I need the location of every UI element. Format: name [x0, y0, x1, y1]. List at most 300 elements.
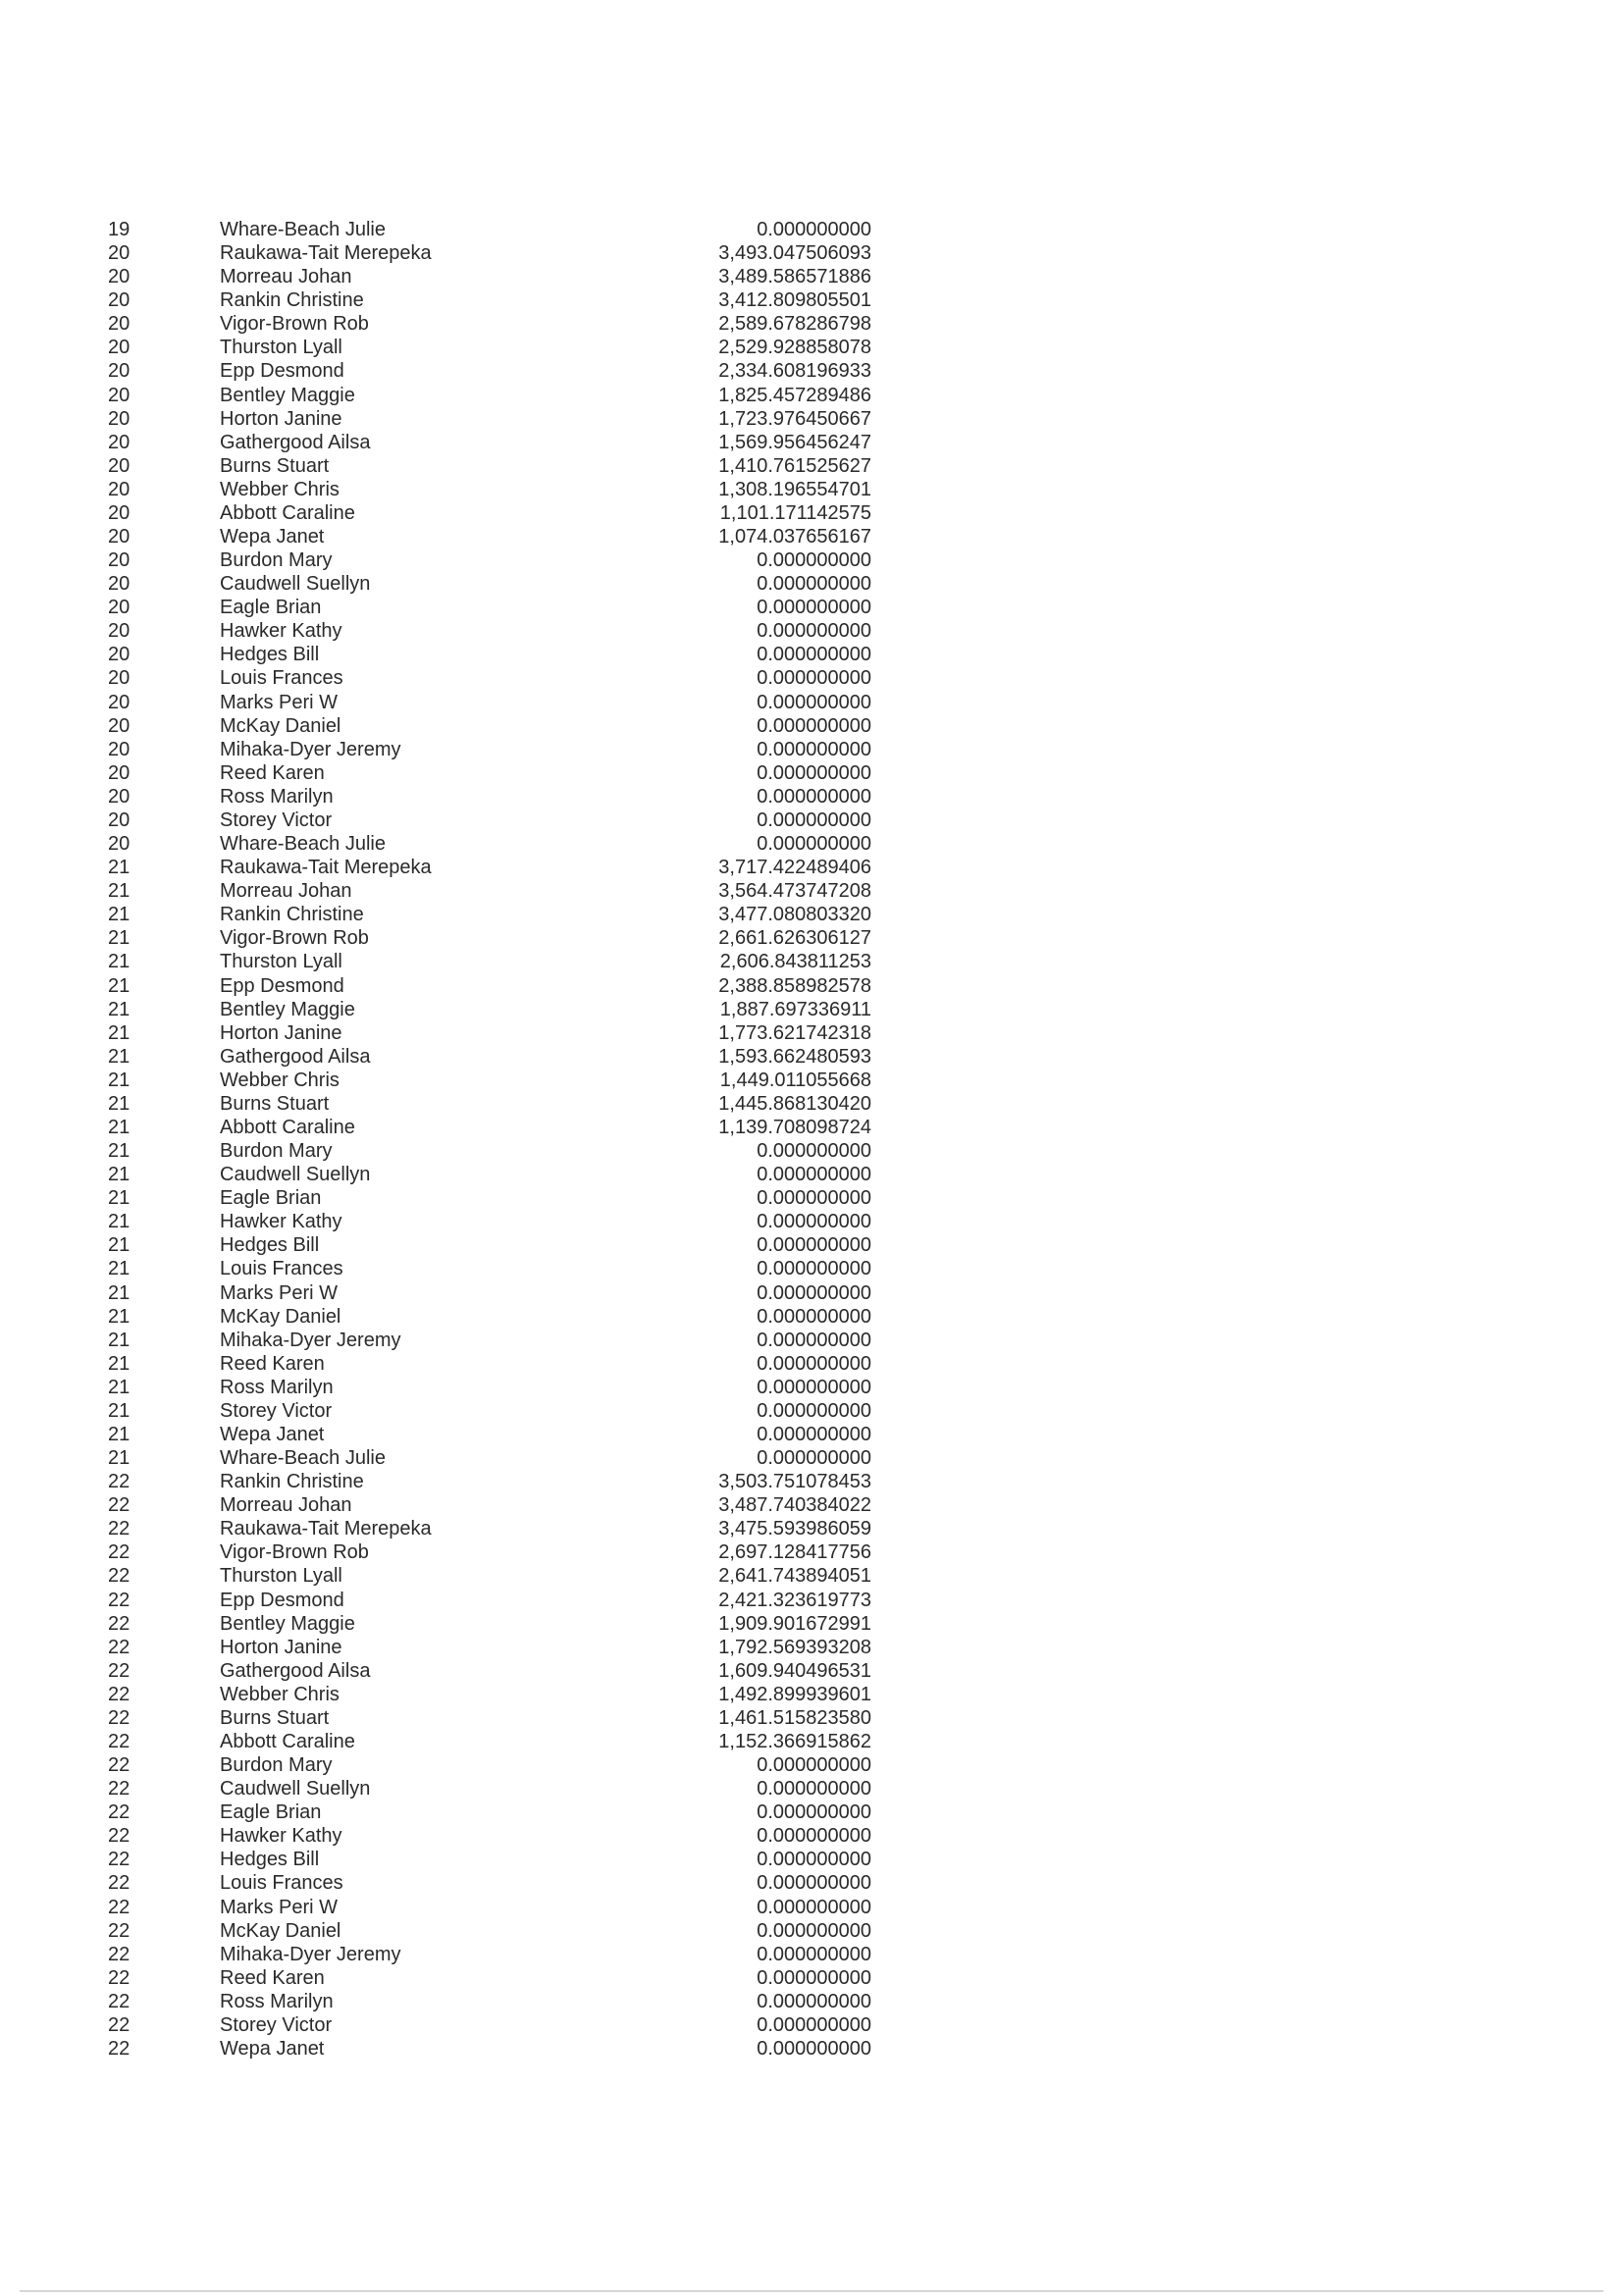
name-cell: Eagle Brian	[220, 597, 322, 619]
round-cell: 20	[108, 266, 131, 288]
round-cell: 22	[108, 1943, 131, 1965]
round-cell: 21	[108, 1187, 131, 1210]
round-cell: 21	[108, 1164, 131, 1186]
round-cell: 20	[108, 785, 131, 808]
round-cell: 21	[108, 1258, 131, 1280]
value-cell: 2,641.743894051	[718, 1565, 871, 1588]
value-cell: 0.000000000	[757, 1234, 871, 1257]
value-cell: 3,475.593986059	[718, 1518, 871, 1540]
page-bottom-edge	[20, 2290, 1603, 2292]
value-cell: 0.000000000	[757, 1211, 871, 1233]
table-row	[0, 1919, 1623, 1943]
value-cell: 1,492.899939601	[718, 1683, 871, 1705]
table-row	[0, 1683, 1623, 1706]
name-cell: Burns Stuart	[220, 1706, 330, 1729]
name-cell: Hedges Bill	[220, 1234, 320, 1257]
round-cell: 21	[108, 904, 131, 926]
round-cell: 22	[108, 1801, 131, 1824]
value-cell: 1,569.956456247	[718, 431, 871, 453]
value-cell: 2,661.626306127	[718, 927, 871, 950]
table-row	[0, 903, 1623, 926]
table-row	[0, 265, 1623, 288]
round-cell: 20	[108, 620, 131, 643]
name-cell: Wepa Janet	[220, 526, 325, 548]
value-cell: 0.000000000	[757, 2038, 871, 2061]
value-cell: 0.000000000	[757, 1778, 871, 1800]
table-row	[0, 1871, 1623, 1895]
table-row	[0, 1943, 1623, 1966]
round-cell: 21	[108, 1399, 131, 1422]
value-cell: 0.000000000	[757, 1352, 871, 1375]
value-cell: 2,421.323619773	[718, 1589, 871, 1611]
table-row	[0, 1352, 1623, 1376]
table-row	[0, 1753, 1623, 1777]
value-cell: 0.000000000	[757, 809, 871, 831]
name-cell: Thurston Lyall	[220, 951, 342, 973]
name-cell: Caudwell Suellyn	[220, 1778, 371, 1800]
round-cell: 21	[108, 1376, 131, 1398]
value-cell: 1,139.708098724	[718, 1116, 871, 1138]
table-row	[0, 643, 1623, 666]
value-cell: 0.000000000	[757, 2013, 871, 2036]
name-cell: Mihaka-Dyer Jeremy	[220, 1943, 401, 1965]
round-cell: 21	[108, 1069, 131, 1091]
value-cell: 0.000000000	[757, 219, 871, 240]
round-cell: 20	[108, 454, 131, 477]
round-cell: 21	[108, 1092, 131, 1115]
round-cell: 21	[108, 1352, 131, 1375]
name-cell: Reed Karen	[220, 761, 325, 784]
table-row	[0, 809, 1623, 832]
value-cell: 0.000000000	[757, 620, 871, 643]
value-cell: 0.000000000	[757, 1447, 871, 1470]
table-row	[0, 1777, 1623, 1800]
round-cell: 20	[108, 337, 131, 359]
value-cell: 0.000000000	[757, 1423, 871, 1445]
table-row	[0, 1966, 1623, 1990]
table-row	[0, 1990, 1623, 2013]
name-cell: Abbott Caraline	[220, 1116, 355, 1138]
table-row	[0, 1163, 1623, 1186]
value-cell: 0.000000000	[757, 1164, 871, 1186]
table-row	[0, 1257, 1623, 1280]
round-cell: 20	[108, 526, 131, 548]
table-row	[0, 1399, 1623, 1423]
round-cell: 21	[108, 998, 131, 1020]
table-row	[0, 384, 1623, 407]
round-cell: 22	[108, 1919, 131, 1942]
round-cell: 22	[108, 1872, 131, 1895]
name-cell: Burdon Mary	[220, 1754, 333, 1777]
value-cell: 0.000000000	[757, 761, 871, 784]
name-cell: Marks Peri W	[220, 1281, 338, 1304]
table-row	[0, 974, 1623, 998]
table-row	[0, 2037, 1623, 2061]
round-cell: 20	[108, 761, 131, 784]
round-cell: 22	[108, 1612, 131, 1635]
value-cell: 1,887.697336911	[719, 998, 871, 1020]
round-cell: 22	[108, 2013, 131, 2036]
round-cell: 20	[108, 313, 131, 336]
table-row	[0, 1423, 1623, 1446]
name-cell: Morreau Johan	[220, 266, 352, 288]
round-cell: 22	[108, 1518, 131, 1540]
name-cell: Horton Janine	[220, 407, 342, 430]
round-cell: 20	[108, 691, 131, 713]
round-cell: 21	[108, 974, 131, 997]
round-cell: 21	[108, 1211, 131, 1233]
table-row	[0, 1139, 1623, 1163]
name-cell: Epp Desmond	[220, 1589, 344, 1611]
name-cell: Louis Frances	[220, 1258, 343, 1280]
round-cell: 22	[108, 1636, 131, 1658]
name-cell: Horton Janine	[220, 1021, 342, 1044]
round-cell: 21	[108, 1140, 131, 1163]
value-cell: 3,412.809805501	[718, 289, 871, 312]
table-row	[0, 1493, 1623, 1517]
table-row	[0, 431, 1623, 454]
value-cell: 0.000000000	[757, 691, 871, 713]
round-cell: 21	[108, 1116, 131, 1138]
table-row	[0, 359, 1623, 383]
table-row	[0, 785, 1623, 809]
table-row	[0, 1589, 1623, 1612]
round-cell: 20	[108, 573, 131, 596]
round-cell: 20	[108, 501, 131, 524]
name-cell: Storey Victor	[220, 2013, 333, 2036]
value-cell: 0.000000000	[757, 1943, 871, 1965]
round-cell: 20	[108, 289, 131, 312]
table-row	[0, 1800, 1623, 1824]
name-cell: Wepa Janet	[220, 1423, 325, 1445]
name-cell: Bentley Maggie	[220, 998, 355, 1020]
name-cell: Storey Victor	[220, 809, 333, 831]
value-cell: 1,593.662480593	[718, 1045, 871, 1068]
name-cell: Webber Chris	[220, 478, 340, 500]
table-row	[0, 1612, 1623, 1636]
value-cell: 1,723.976450667	[718, 407, 871, 430]
value-cell: 0.000000000	[757, 1801, 871, 1824]
round-cell: 21	[108, 857, 131, 879]
table-row	[0, 1540, 1623, 1564]
table-row	[0, 1281, 1623, 1305]
name-cell: Abbott Caraline	[220, 1731, 355, 1752]
table-row	[0, 1730, 1623, 1753]
name-cell: Ross Marilyn	[220, 785, 334, 808]
table-row	[0, 525, 1623, 548]
name-cell: Bentley Maggie	[220, 384, 355, 406]
table-row	[0, 548, 1623, 572]
round-cell: 20	[108, 549, 131, 572]
round-cell: 20	[108, 644, 131, 666]
results-table	[0, 218, 1623, 2061]
name-cell: Webber Chris	[220, 1683, 340, 1705]
round-cell: 20	[108, 738, 131, 760]
table-row	[0, 596, 1623, 619]
name-cell: Morreau Johan	[220, 880, 352, 903]
round-cell: 19	[108, 219, 131, 240]
name-cell: Hawker Kathy	[220, 620, 342, 643]
table-row	[0, 738, 1623, 761]
round-cell: 21	[108, 1329, 131, 1351]
round-cell: 20	[108, 431, 131, 453]
value-cell: 1,445.868130420	[718, 1092, 871, 1115]
value-cell: 0.000000000	[757, 549, 871, 572]
round-cell: 20	[108, 242, 131, 265]
round-cell: 21	[108, 1447, 131, 1470]
table-row	[0, 1376, 1623, 1399]
value-cell: 2,388.858982578	[718, 974, 871, 997]
round-cell: 21	[108, 1021, 131, 1044]
value-cell: 2,589.678286798	[718, 313, 871, 336]
table-row	[0, 218, 1623, 241]
name-cell: Gathergood Ailsa	[220, 1045, 371, 1068]
round-cell: 20	[108, 809, 131, 831]
value-cell: 3,564.473747208	[718, 880, 871, 903]
name-cell: Marks Peri W	[220, 1896, 338, 1918]
value-cell: 3,487.740384022	[718, 1494, 871, 1517]
value-cell: 0.000000000	[757, 714, 871, 737]
table-row	[0, 572, 1623, 596]
round-cell: 20	[108, 714, 131, 737]
value-cell: 0.000000000	[757, 1258, 871, 1280]
value-cell: 0.000000000	[757, 1329, 871, 1351]
value-cell: 0.000000000	[757, 1399, 871, 1422]
table-row	[0, 1848, 1623, 1871]
value-cell: 1,792.569393208	[718, 1636, 871, 1658]
round-cell: 22	[108, 1494, 131, 1517]
table-row	[0, 998, 1623, 1021]
value-cell: 0.000000000	[757, 597, 871, 619]
round-cell: 20	[108, 597, 131, 619]
name-cell: Louis Frances	[220, 1872, 343, 1895]
name-cell: Gathergood Ailsa	[220, 431, 371, 453]
name-cell: Louis Frances	[220, 667, 343, 690]
table-row	[0, 312, 1623, 336]
value-cell: 0.000000000	[757, 738, 871, 760]
table-row	[0, 1092, 1623, 1116]
value-cell: 1,773.621742318	[718, 1021, 871, 1044]
value-cell: 0.000000000	[757, 1990, 871, 2012]
table-row	[0, 2013, 1623, 2037]
name-cell: Bentley Maggie	[220, 1612, 355, 1635]
round-cell: 21	[108, 1305, 131, 1328]
value-cell: 1,825.457289486	[718, 384, 871, 406]
round-cell: 20	[108, 833, 131, 856]
value-cell: 1,449.011055668	[719, 1069, 871, 1091]
name-cell: Wepa Janet	[220, 2038, 325, 2061]
table-row	[0, 1896, 1623, 1919]
table-row	[0, 619, 1623, 643]
round-cell: 20	[108, 478, 131, 500]
value-cell: 0.000000000	[757, 644, 871, 666]
round-cell: 21	[108, 1234, 131, 1257]
table-row	[0, 879, 1623, 903]
round-cell: 22	[108, 2038, 131, 2061]
name-cell: Caudwell Suellyn	[220, 573, 371, 596]
round-cell: 21	[108, 880, 131, 903]
round-cell: 22	[108, 1659, 131, 1682]
name-cell: Reed Karen	[220, 1352, 325, 1375]
name-cell: Burns Stuart	[220, 1092, 330, 1115]
value-cell: 1,609.940496531	[718, 1659, 871, 1682]
name-cell: Whare-Beach Julie	[220, 833, 386, 856]
value-cell: 0.000000000	[757, 1140, 871, 1163]
name-cell: Morreau Johan	[220, 1494, 352, 1517]
round-cell: 22	[108, 1683, 131, 1705]
value-cell: 2,334.608196933	[718, 360, 871, 383]
round-cell: 20	[108, 360, 131, 383]
table-row	[0, 241, 1623, 265]
round-cell: 20	[108, 667, 131, 690]
table-row	[0, 288, 1623, 312]
name-cell: Ross Marilyn	[220, 1376, 334, 1398]
name-cell: Thurston Lyall	[220, 1565, 342, 1588]
round-cell: 22	[108, 1541, 131, 1564]
table-row	[0, 691, 1623, 714]
value-cell: 0.000000000	[757, 1966, 871, 1989]
round-cell: 21	[108, 1281, 131, 1304]
table-row	[0, 1659, 1623, 1683]
table-row	[0, 1045, 1623, 1069]
value-cell: 1,909.901672991	[718, 1612, 871, 1635]
table-row	[0, 1305, 1623, 1329]
round-cell: 22	[108, 1778, 131, 1800]
value-cell: 0.000000000	[757, 785, 871, 808]
value-cell: 1,461.515823580	[718, 1706, 871, 1729]
name-cell: Gathergood Ailsa	[220, 1659, 371, 1682]
name-cell: Raukawa-Tait Merepeka	[220, 242, 432, 265]
value-cell: 0.000000000	[757, 1281, 871, 1304]
table-row	[0, 832, 1623, 856]
value-cell: 0.000000000	[757, 1754, 871, 1777]
value-cell: 3,493.047506093	[718, 242, 871, 265]
table-row	[0, 761, 1623, 785]
round-cell: 22	[108, 1589, 131, 1611]
value-cell: 1,074.037656167	[718, 526, 871, 548]
round-cell: 22	[108, 1896, 131, 1918]
name-cell: Webber Chris	[220, 1069, 340, 1091]
value-cell: 0.000000000	[757, 1187, 871, 1210]
round-cell: 22	[108, 1754, 131, 1777]
table-row	[0, 1233, 1623, 1257]
name-cell: Eagle Brian	[220, 1801, 322, 1824]
name-cell: Caudwell Suellyn	[220, 1164, 371, 1186]
round-cell: 20	[108, 384, 131, 406]
table-row	[0, 1446, 1623, 1470]
name-cell: Ross Marilyn	[220, 1990, 334, 2012]
value-cell: 0.000000000	[757, 1305, 871, 1328]
name-cell: McKay Daniel	[220, 1305, 341, 1328]
table-row	[0, 714, 1623, 738]
table-row	[0, 501, 1623, 525]
value-cell: 1,410.761525627	[718, 454, 871, 477]
name-cell: Epp Desmond	[220, 360, 344, 383]
round-cell: 20	[108, 407, 131, 430]
table-row	[0, 1636, 1623, 1659]
name-cell: Raukawa-Tait Merepeka	[220, 857, 432, 879]
name-cell: Vigor-Brown Rob	[220, 927, 369, 950]
round-cell: 22	[108, 1825, 131, 1848]
table-row	[0, 336, 1623, 359]
value-cell: 0.000000000	[757, 573, 871, 596]
name-cell: Thurston Lyall	[220, 337, 342, 359]
round-cell: 22	[108, 1849, 131, 1871]
round-cell: 21	[108, 927, 131, 950]
round-cell: 21	[108, 1045, 131, 1068]
round-cell: 22	[108, 1565, 131, 1588]
table-row	[0, 1564, 1623, 1588]
table-row	[0, 1069, 1623, 1092]
table-row	[0, 1517, 1623, 1540]
round-cell: 21	[108, 1423, 131, 1445]
name-cell: Hedges Bill	[220, 1849, 320, 1871]
value-cell: 0.000000000	[757, 1849, 871, 1871]
value-cell: 1,101.171142575	[719, 501, 871, 524]
value-cell: 2,697.128417756	[718, 1541, 871, 1564]
name-cell: Marks Peri W	[220, 691, 338, 713]
value-cell: 3,477.080803320	[718, 904, 871, 926]
name-cell: Hedges Bill	[220, 644, 320, 666]
value-cell: 0.000000000	[757, 1825, 871, 1848]
value-cell: 0.000000000	[757, 833, 871, 856]
value-cell: 2,529.928858078	[718, 337, 871, 359]
value-cell: 0.000000000	[757, 1872, 871, 1895]
round-cell: 22	[108, 1706, 131, 1729]
value-cell: 0.000000000	[757, 1896, 871, 1918]
table-row	[0, 950, 1623, 973]
round-cell: 22	[108, 1471, 131, 1493]
value-cell: 2,606.843811253	[719, 951, 871, 973]
value-cell: 3,489.586571886	[718, 266, 871, 288]
name-cell: Burdon Mary	[220, 549, 333, 572]
name-cell: Rankin Christine	[220, 1471, 364, 1493]
table-row	[0, 1470, 1623, 1493]
name-cell: Vigor-Brown Rob	[220, 1541, 369, 1564]
table-row	[0, 1021, 1623, 1045]
name-cell: McKay Daniel	[220, 1919, 341, 1942]
name-cell: Horton Janine	[220, 1636, 342, 1658]
name-cell: Mihaka-Dyer Jeremy	[220, 1329, 401, 1351]
name-cell: Raukawa-Tait Merepeka	[220, 1518, 432, 1540]
table-row	[0, 1706, 1623, 1730]
table-row	[0, 1186, 1623, 1210]
table-row	[0, 856, 1623, 879]
value-cell: 1,152.366915862	[718, 1731, 871, 1752]
name-cell: Burns Stuart	[220, 454, 330, 477]
name-cell: Rankin Christine	[220, 904, 364, 926]
table-row	[0, 1116, 1623, 1139]
name-cell: Whare-Beach Julie	[220, 219, 386, 240]
name-cell: Vigor-Brown Rob	[220, 313, 369, 336]
value-cell: 1,308.196554701	[718, 478, 871, 500]
table-row	[0, 1824, 1623, 1848]
table-row	[0, 407, 1623, 431]
table-row	[0, 1210, 1623, 1233]
table-row	[0, 1329, 1623, 1352]
value-cell: 0.000000000	[757, 1376, 871, 1398]
name-cell: Burdon Mary	[220, 1140, 333, 1163]
name-cell: Epp Desmond	[220, 974, 344, 997]
round-cell: 21	[108, 951, 131, 973]
value-cell: 3,717.422489406	[718, 857, 871, 879]
name-cell: Hawker Kathy	[220, 1825, 342, 1848]
name-cell: Mihaka-Dyer Jeremy	[220, 738, 401, 760]
table-row	[0, 666, 1623, 690]
name-cell: Hawker Kathy	[220, 1211, 342, 1233]
value-cell: 0.000000000	[757, 667, 871, 690]
name-cell: Whare-Beach Julie	[220, 1447, 386, 1470]
